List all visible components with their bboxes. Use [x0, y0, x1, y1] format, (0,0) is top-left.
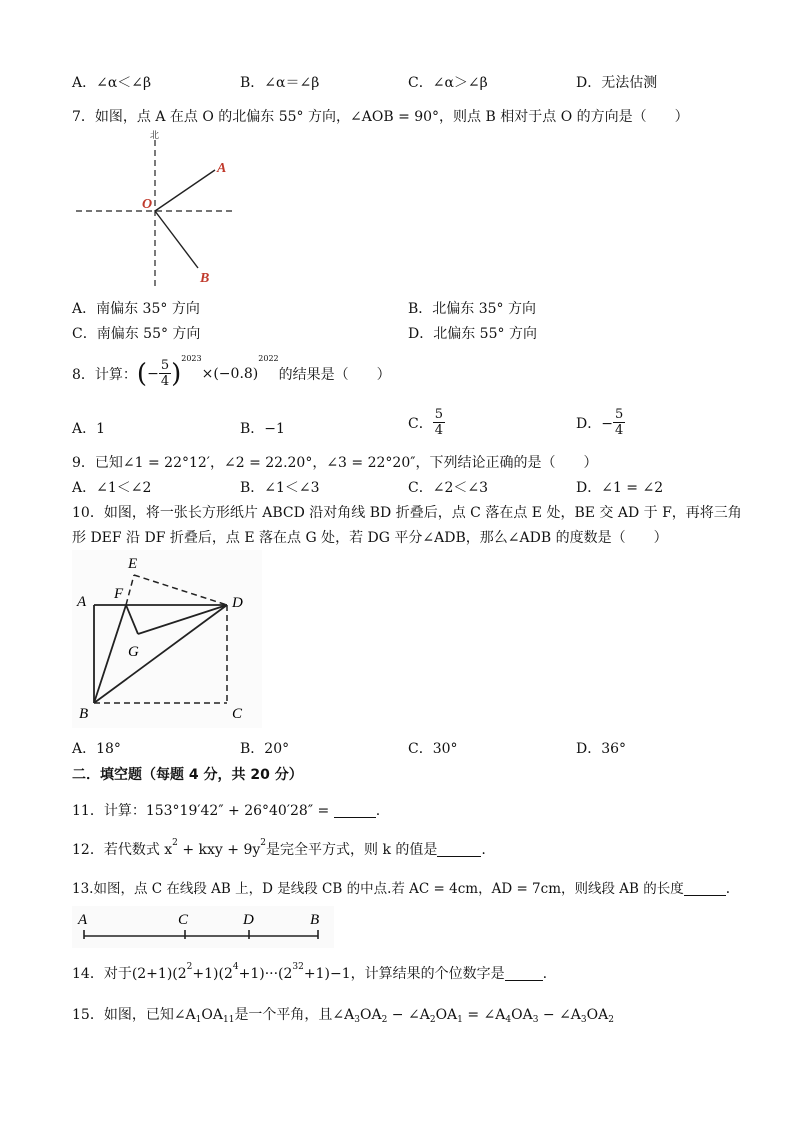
q10-point-f: F — [114, 586, 124, 602]
q13-segment-figure — [72, 906, 334, 948]
q10-option-d: D．36° — [576, 741, 627, 757]
q10-option-c: C．30° — [408, 741, 458, 757]
q8-option-d: D．− $\frac{5}{4}$ — [576, 407, 624, 438]
q9-option-c: C．∠2＜∠3 — [408, 480, 488, 496]
q7-point-a: A — [217, 161, 227, 176]
q9-stem: 9．已知∠1 = 22°12′，∠2 = 22.20°，∠3 = 22°20″，下列结论正确的是（ ） — [72, 455, 598, 471]
q10-fold-figure — [72, 550, 262, 728]
q7-option-a: A．南偏东 35° 方向 — [72, 301, 200, 317]
q6-option-b: B．∠α＝∠β — [240, 75, 320, 91]
q7-stem: 7．如图，点 A 在点 O 的北偏东 55° 方向，∠AOB = 90°，则点 B 相对于点 O 的方向是（ ） — [72, 109, 689, 125]
q13-point-a: A — [78, 912, 88, 928]
q14-stem: 14．对于$(2+1)(2^2+1)(2^4+1)\cdot\cdot\cdot(2^{32}+1)-1$，计算结果的个位数字是 . — [72, 962, 548, 982]
q8-fraction: $\frac{5}{4}$ — [160, 358, 170, 389]
q7-option-d: D．北偏东 55° 方向 — [408, 326, 537, 342]
q7-compass-figure — [72, 128, 242, 288]
q13-answer-blank[interactable] — [684, 881, 726, 896]
q10-point-c: C — [232, 706, 243, 722]
q8-option-a: A．1 — [72, 421, 106, 437]
q13-stem: 13.如图，点 C 在线段 AB 上，D 是线段 CB 的中点.若 AC = 4cm，AD = 7cm，则线段 AB 的长度 . — [72, 881, 731, 897]
q10-stem-line2: 形 DEF 沿 DF 折叠后，点 E 落在点 G 处，若 DG 平分∠ADB，那么∠ADB 的度数是（ ） — [72, 530, 668, 546]
q6-option-c: C．∠α＞∠β — [408, 75, 488, 91]
q10-stem-line1: 10．如图，将一张长方形纸片 ABCD 沿对角线 BD 折叠后，点 C 落在点 E 处，BE 交 AD 于 F，再将三角 — [72, 505, 742, 521]
q8-stem: 8．计算： ( − $\frac{5}{4}$ ) 2023 ×(−0.8) 2022 的结果是（ ） — [72, 354, 391, 389]
section-heading-fill-in: 二．填空题（每题 4 分，共 20 分） — [72, 767, 303, 783]
q7-point-b: B — [200, 271, 210, 286]
q11-answer-blank[interactable] — [334, 803, 376, 818]
q7-option-b: B．北偏东 35° 方向 — [408, 301, 537, 317]
q10-point-d: D — [232, 595, 243, 611]
q10-point-b: B — [79, 706, 89, 722]
q7-north-label: 北 — [150, 130, 160, 140]
q7-point-o: O — [142, 197, 153, 212]
q6-option-a: A．∠α＜∠β — [72, 75, 152, 91]
q10-point-g: G — [128, 644, 139, 660]
q9-option-d: D．∠1 = ∠2 — [576, 480, 664, 496]
q12-stem: 12．若代数式 $x^2$ + kxy + $9y^2$是完全平方式，则 k 的值是 . — [72, 838, 486, 858]
q12-answer-blank[interactable] — [437, 842, 481, 857]
q10-option-b: B．20° — [240, 741, 290, 757]
q13-point-b: B — [310, 912, 320, 928]
q8-option-b: B．−1 — [240, 421, 285, 437]
q11-stem: 11．计算：153°19′42″ + 26°40′28″ = . — [72, 803, 381, 819]
q13-point-d: D — [243, 912, 254, 928]
q6-option-d: D．无法估测 — [576, 75, 658, 91]
q9-option-b: B．∠1＜∠3 — [240, 480, 320, 496]
q10-option-a: A．18° — [72, 741, 121, 757]
q9-option-a: A．∠1＜∠2 — [72, 480, 152, 496]
q10-point-a: A — [77, 594, 87, 610]
q14-answer-blank[interactable] — [505, 966, 543, 981]
q8-option-c: C． $\frac{5}{4}$ — [408, 407, 443, 438]
q10-point-e: E — [128, 556, 138, 572]
q15-stem: 15．如图，已知$\angle A_1OA_{11}$是一个平角，且$\angle A_3OA_2$ − $\angle A_2OA_1$ = $\angle A_4OA_3$ − $\angle A_3OA_2$ — [72, 1007, 614, 1025]
q7-option-c: C．南偏东 55° 方向 — [72, 326, 201, 342]
q13-point-c: C — [178, 912, 189, 928]
